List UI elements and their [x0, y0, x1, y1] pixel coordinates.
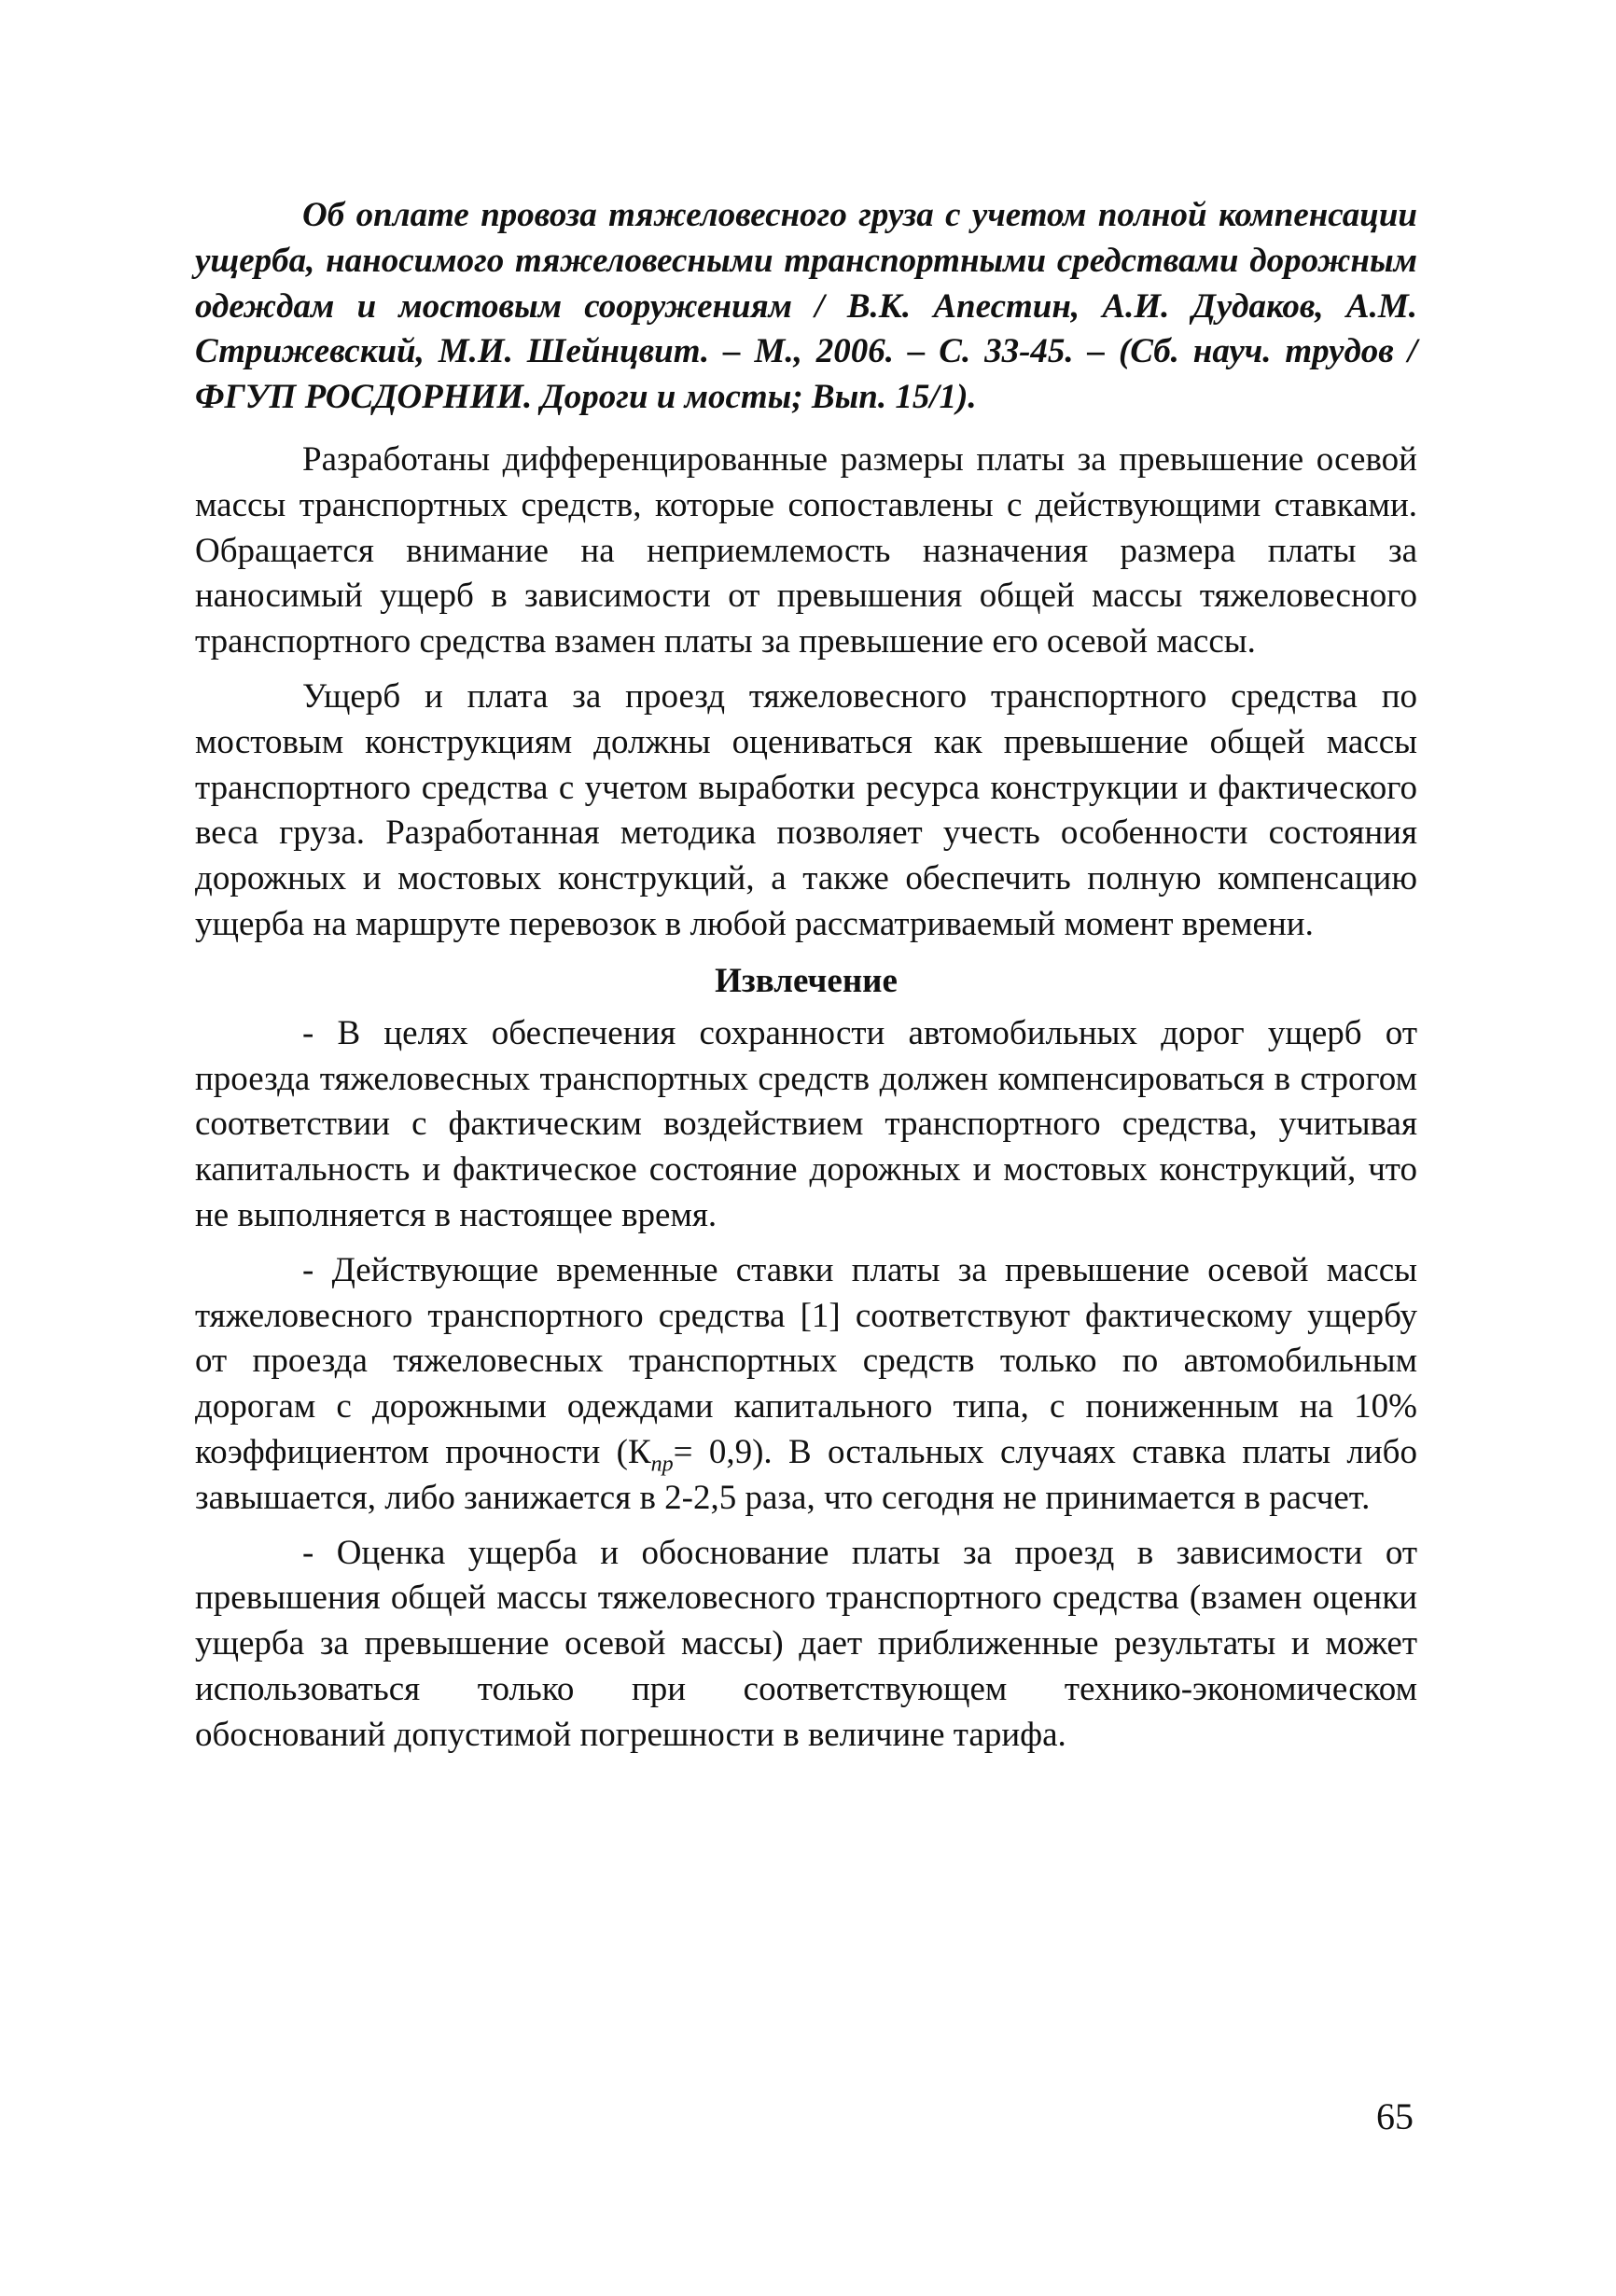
coefficient-subscript: пр — [650, 1452, 674, 1477]
extract-paragraph-1: - В целях обеспечения сохранности автомобильных дорог ущерб от проезда тяжеловесных транспортных средств должен компенсироваться в строгом соответствии с фактическим воздействием транспортного средства, учитывая капитальность и фактическое состояние дорожных и мостовых конструкций, что не выполняется в настоящее время. — [195, 1013, 1417, 1234]
document-page — [195, 193, 1417, 1768]
extract-paragraph-2-text-end: = 0,9). В остальных случаях ставка платы либо завышается, либо занижается в 2-2,5 раза, что сегодня не принимается в расчет. — [195, 1432, 1417, 1517]
abstract-paragraph-1: Разработаны дифференцированные размеры платы за превышение осевой массы транспортных средств, которые сопоставлены с действующими ставками. Обращается внимание на неприемлемость назначения размера платы за наносимый ущерб в зависимости от превышения общей массы тяжеловесного транспортного средства взамен платы за превышение его осевой массы. — [195, 439, 1417, 661]
extract-paragraph-2-text: - Действующие временные ставки платы за превышение осевой массы тяжеловесного транспортного средства [1] соответствуют фактическому ущербу от проезда тяжеловесных транспортных средств только по автомобильным дорогам с дорожными одеждами капитального типа, с пониженным на 10% коэффициентом прочности (К — [195, 1250, 1417, 1471]
extract-paragraph-3: - Оценка ущерба и обоснование платы за проезд в зависимости от превышения общей массы тяжеловесного транспортного средства (взамен оценки ущерба за превышение осевой массы) дает приближенные результаты и может использоваться только при соответствующем технико-экономическом обоснований допустимой погрешности в величине тарифа. — [195, 1533, 1417, 1754]
section-title: Извлечение — [715, 961, 898, 1000]
abstract-paragraph-2: Ущерб и плата за проезд тяжеловесного транспортного средства по мостовым конструкциям должны оцениваться как превышение общей массы транспортного средства с учетом выработки ресурса конструкции и фактического веса груза. Разработанная методика позволяет учесть особенности состояния дорожных и мостовых конструкций, а также обеспечить полную компенсацию ущерба на маршруте перевозок в любой рассматриваемый момент времени. — [195, 676, 1417, 943]
page-number: 65 — [1376, 2095, 1414, 2137]
bibliographic-citation: Об оплате провоза тяжеловесного груза с учетом полной компенсации ущерба, наносимого тяжеловесными транспортными средствами дорожным одеждам и мостовым сооружениям / В.К. Апестин, А.И. Дудаков, А.М. Стрижевский, М.И. Шейнцвит. – М., 2006. – С. 33-45. – (Сб. науч. трудов / ФГУП РОСДОРНИИ. Дороги и мосты; Вып. 15/1). — [195, 196, 1417, 417]
extract-paragraph-2 — [195, 1248, 1417, 1522]
